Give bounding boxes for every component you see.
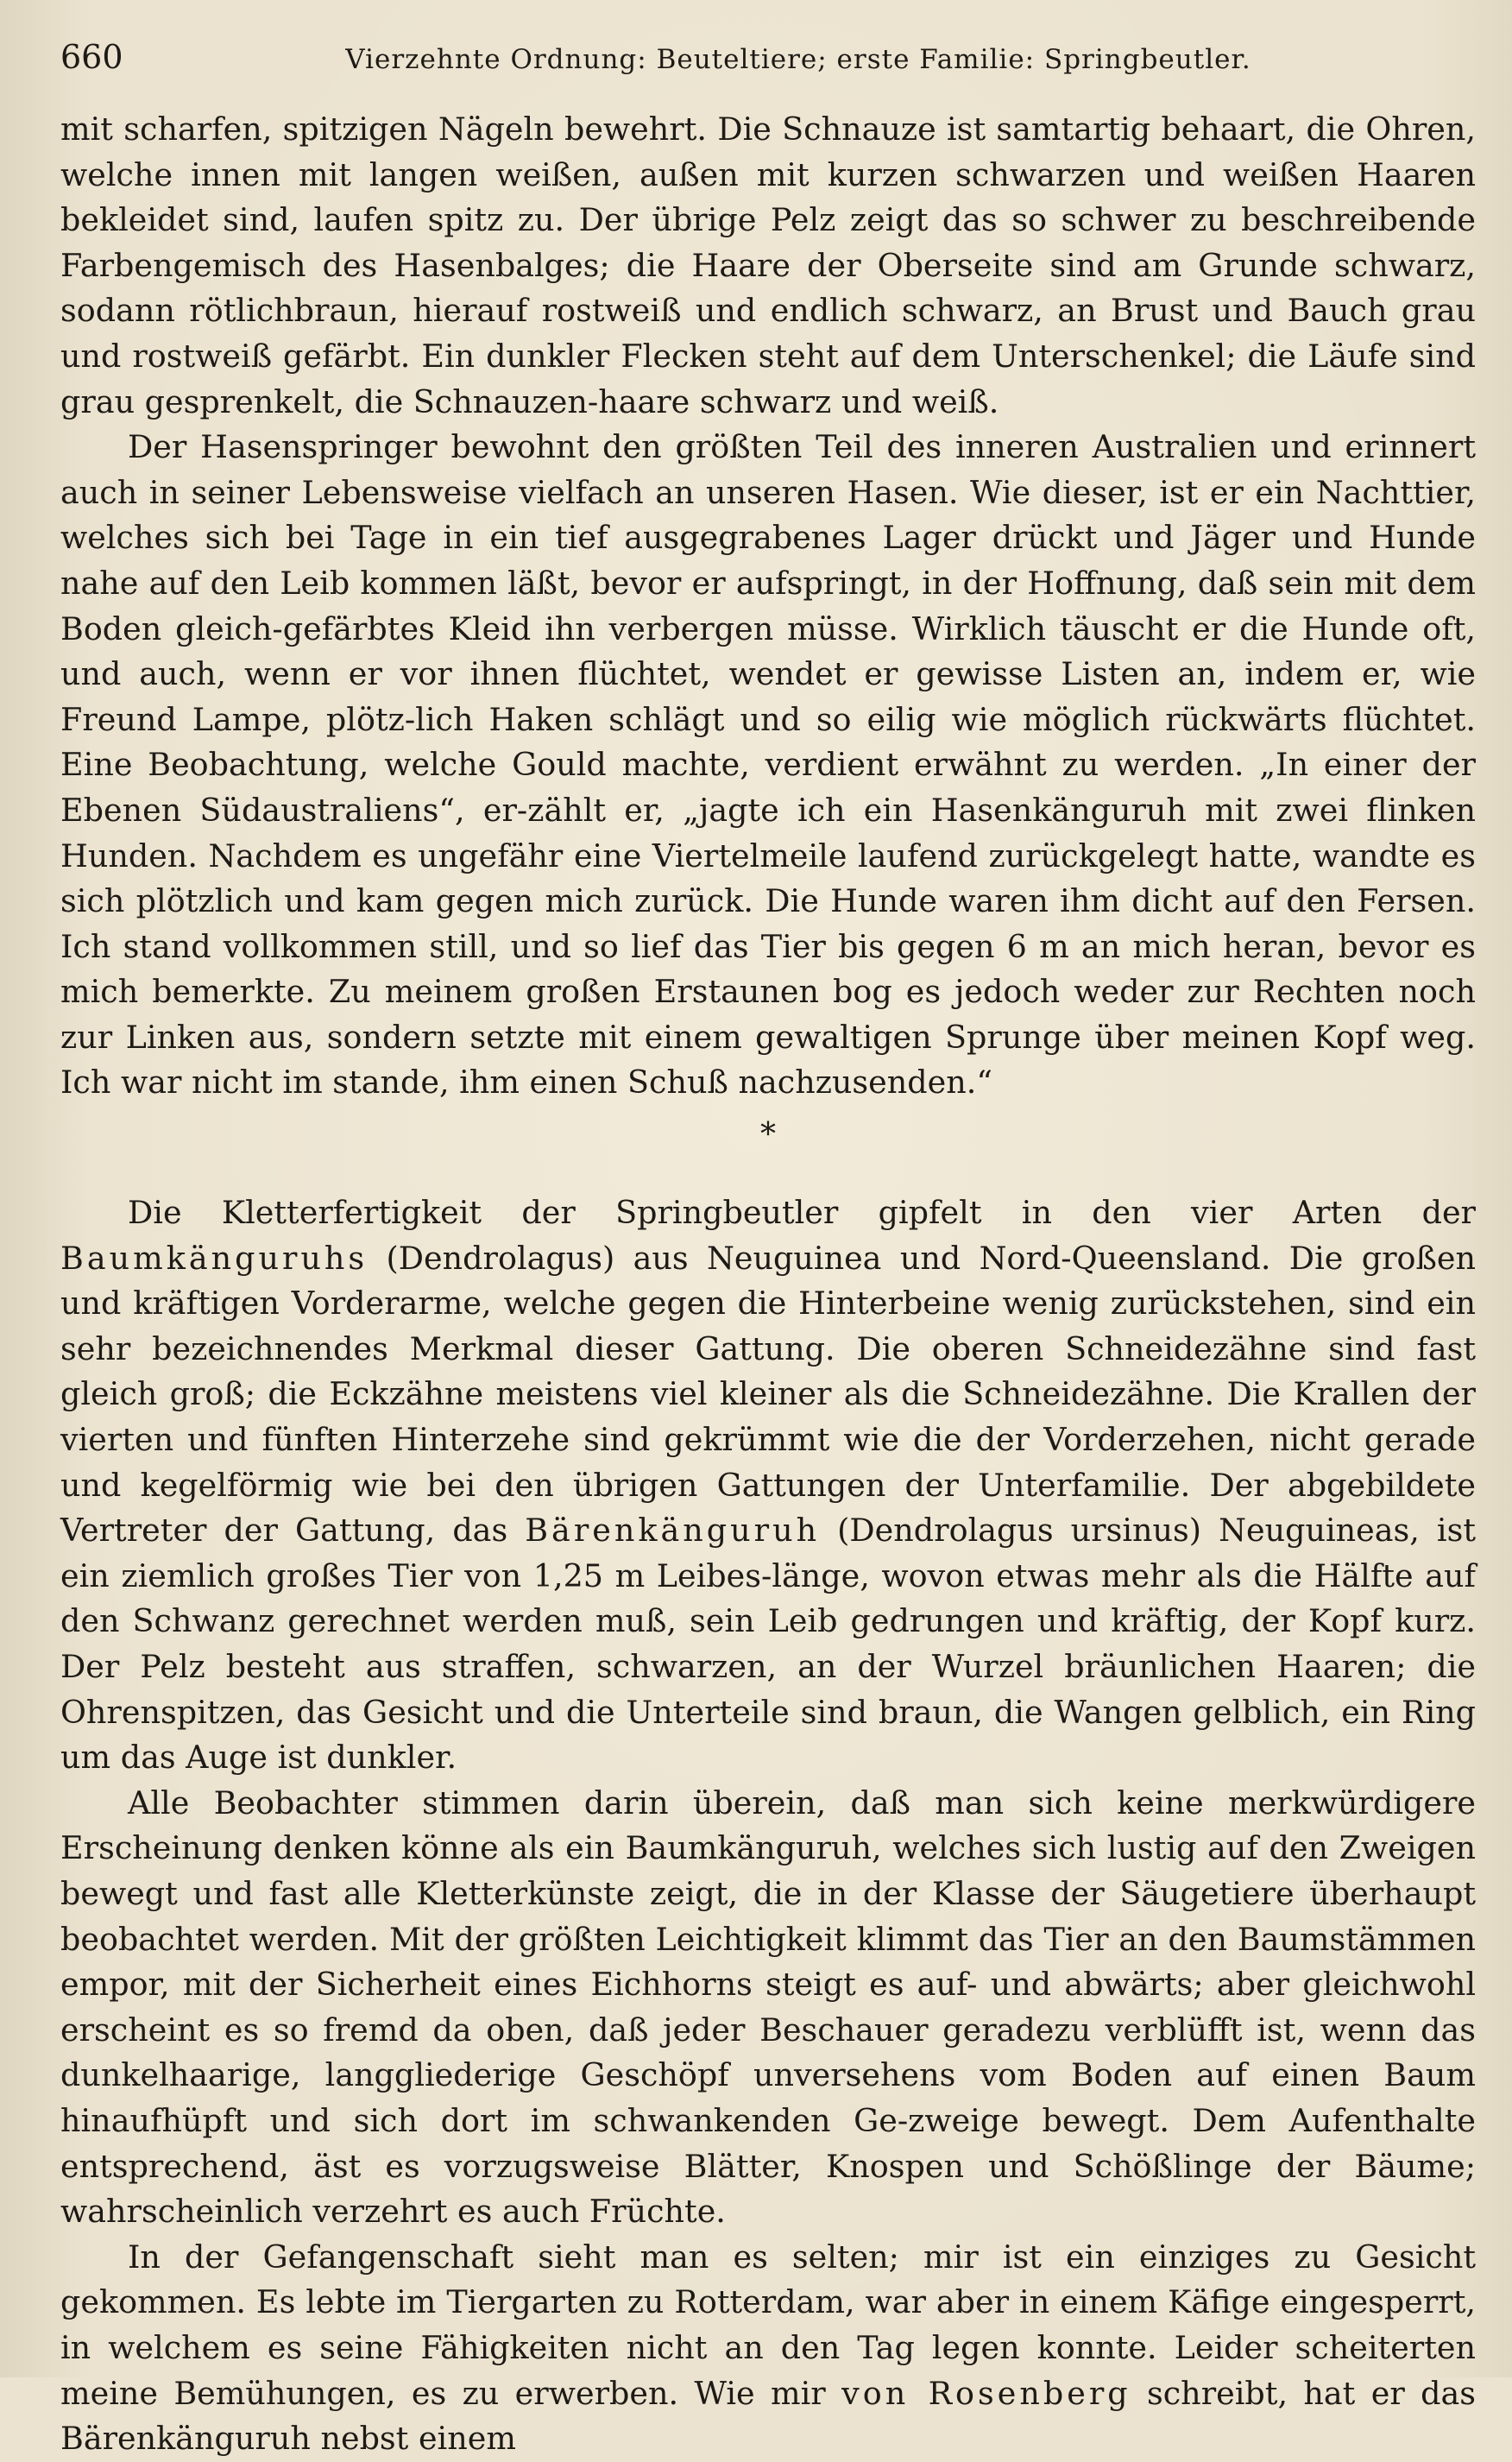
- paragraph-text-part: schreibt, hat er das Bärenkänguruh nebst einem: [60, 2374, 1476, 2458]
- emphasized-term-von-rosenberg: von Rosenberg: [841, 2374, 1131, 2412]
- emphasized-term-baerenkaenguruh: Bärenkänguruh: [525, 1512, 821, 1550]
- page-header: [60, 38, 1476, 90]
- paragraph-tree-kangaroo-genus: [60, 1190, 1476, 1781]
- paragraph-text-part: (Dendrolagus) aus Neuguinea und Nord-Queensland. Die großen und kräftigen Vorderarme, welche gegen die Hinterbeine wenig zurückstehen, sind ein sehr bezeichnendes Merkmal dieser Gattung. Die oberen Schneidezähne sind fast gleich groß; die Eckzähne meistens viel kleiner als die Schneidezähne. Die Krallen der vierten und fünften Hinterzehe sind gekrümmt wie die der Vorderzehen, nicht gerade und kegelförmig wie bei den übrigen Gattungen der Unterfamilie. Der abgebildete Vertreter der Gattung, das: [60, 1239, 1476, 1550]
- body-text: [60, 107, 1476, 2462]
- section-separator-asterisk: *: [760, 1117, 776, 1153]
- paragraph-tree-kangaroo-climbing: Alle Beobachter stimmen darin überein, daß man sich keine merkwürdigere Erscheinung denken könne als ein Baumkänguruh, welches sich lustig auf den Zweigen bewegt und fast alle Kletterkünste zeigt, die in der Klasse der Säugetiere überhaupt beobachtet werden. Mit der größten Leichtigkeit klimmt das Tier an den Baumstämmen empor, mit der Sicherheit eines Eichhorns steigt es auf- und abwärts; aber gleichwohl erscheint es so fremd da oben, daß jeder Beschauer geradezu verblüfft ist, wenn das dunkelhaarige, langgliederige Geschöpf unversehens vom Boden auf einen Baum hinaufhüpft und sich dort im schwankenden Ge-zweige bewegt. Dem Aufenthalte entsprechend, äst es vorzugsweise Blätter, Knospen und Schößlinge der Bäume; wahrscheinlich verzehrt es auch Früchte.: [60, 1783, 1476, 2231]
- page-number: 660: [60, 38, 123, 76]
- paragraph-text-part: (Dendrolagus ursinus) Neuguineas, ist ein ziemlich großes Tier von 1,25 m Leibes-länge, wovon etwas mehr als die Hälfte auf den Schwanz gerechnet werden muß, sein Leib gedrungen und kräftig, der Kopf kurz. Der Pelz besteht aus straffen, schwarzen, an der Wurzel bräunlichen Haaren; die Ohrenspitzen, das Gesicht und die Unterteile sind braun, die Wangen gelblich, ein Ring um das Auge ist dunkler.: [60, 1512, 1476, 1777]
- paragraph-hare-wallaby-behavior: Der Hasenspringer bewohnt den größten Teil des inneren Australien und erinnert auch in seiner Lebensweise vielfach an unseren Hasen. Wie dieser, ist er ein Nachttier, welches sich bei Tage in ein tief ausgegrabenes Lager drückt und Jäger und Hunde nahe auf den Leib kommen läßt, bevor er aufspringt, in der Hoffnung, daß sein mit dem Boden gleich-gefärbtes Kleid ihn verbergen müsse. Wirklich täuscht er die Hunde oft, und auch, wenn er vor ihnen flüchtet, wendet er gewisse Listen an, indem er, wie Freund Lampe, plötz-lich Haken schlägt und so eilig wie möglich rückwärts flüchtet. Eine Beobachtung, welche Gould machte, verdient erwähnt zu werden. „In einer der Ebenen Südaustraliens“, er-zählt er, „jagte ich ein Hasenkänguruh mit zwei flinken Hunden. Nachdem es ungefähr eine Viertelmeile laufend zurückgelegt hatte, wandte es sich plötzlich und kam gegen mich zurück. Die Hunde waren ihm dicht auf den Fersen. Ich stand vollkommen still, und so lief das Tier bis gegen 6 m an mich heran, bevor es mich bemerkte. Zu meinem großen Erstaunen bog es jedoch weder zur Rechten noch zur Linken aus, sondern setzte mit einem gewaltigen Sprunge über meinen Kopf weg. Ich war nicht im stande, ihm einen Schuß nachzusenden.“: [60, 428, 1476, 1102]
- running-head: Vierzehnte Ordnung: Beuteltiere; erste Familie: Springbeutler.: [345, 44, 1251, 75]
- emphasized-term-baumkaenguruhs: Baumkänguruhs: [60, 1239, 369, 1277]
- paragraph-text-part: In der Gefangenschaft sieht man es selten; mir ist ein einziges zu Gesicht gekommen. Es lebte im Tiergarten zu Rotterdam, war aber in einem Käfige eingesperrt, in welchem es seine Fähigkeiten nicht an den Tag legen konnte. Leider scheiterten meine Bemühungen, es zu erwerben. Wie mir: [60, 2238, 1476, 2412]
- paragraph-captivity: [60, 2235, 1476, 2462]
- paragraph-hare-fur-description: mit scharfen, spitzigen Nägeln bewehrt. Die Schnauze ist samtartig behaart, die Ohren, welche innen mit langen weißen, außen mit kurzen schwarzen und weißen Haaren bekleidet sind, laufen spitz zu. Der übrige Pelz zeigt das so schwer zu beschreibende Farbengemisch des Hasenbalges; die Haare der Oberseite sind am Grunde schwarz, sodann rötlichbraun, hierauf rostweiß und endlich schwarz, an Brust und Bauch grau und rostweiß gefärbt. Ein dunkler Flecken steht auf dem Unterschenkel; die Läufe sind grau gesprenkelt, die Schnauzen-haare schwarz und weiß.: [60, 110, 1476, 420]
- paragraph-text-part: Die Kletterfertigkeit der Springbeutler gipfelt in den vier Arten der: [128, 1194, 1476, 1232]
